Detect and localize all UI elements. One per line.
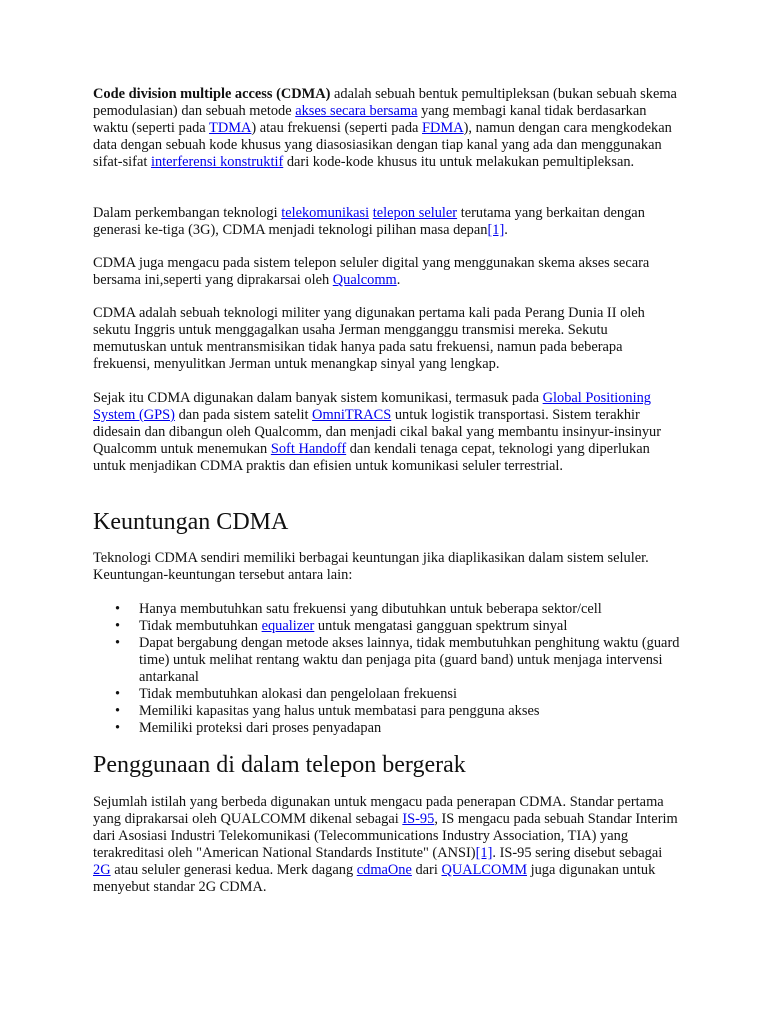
- link-ref-1[interactable]: [1]: [487, 222, 505, 238]
- link-telekomunikasi[interactable]: telekomunikasi: [281, 205, 370, 221]
- list-item: • Tidak membutuhkan equalizer untuk mengatasi gangguan spektrum sinyal: [93, 618, 683, 635]
- link-telepon-seluler[interactable]: telepon seluler: [372, 205, 458, 221]
- link-equalizer[interactable]: equalizer: [261, 618, 315, 634]
- heading-penggunaan: Penggunaan di dalam telepon bergerak: [93, 752, 466, 778]
- link-akses-secara-bersama[interactable]: akses secara bersama: [295, 103, 418, 119]
- link-omnitracs[interactable]: OmniTRACS: [312, 407, 392, 423]
- link-interferensi-konstruktif[interactable]: interferensi konstruktif: [150, 154, 284, 170]
- paragraph-applications: Sejak itu CDMA digunakan dalam banyak sistem komunikasi, termasuk pada Global Positioning System (GPS) dan pada sistem satelit OmniTRACS untuk logistik transportasi. Sistem terakhir didesain dan dibangun oleh Qualcomm, dan menjadi cikal bakal yang membantu insinyur-insinyur Qualcomm untuk menemukan Soft Handoff dan kendali tenaga cepat, teknologi yang diperlukan untuk menjadikan CDMA praktis dan efisien untuk komunikasi seluler terrestrial.: [93, 390, 662, 474]
- paragraph-penggunaan: Sejumlah istilah yang berbeda digunakan untuk mengacu pada penerapan CDMA. Standar pertama yang diprakarsai oleh QUALCOMM dikenal sebagai IS-95, IS mengacu pada sebuah Standar Interim dari Asosiasi Industri Telekomunikasi (Telecommunications Industry Association, TIA) yang terakreditasi oleh "American National Standards Institute" (ANSI)[1]. IS-95 sering disebut sebagai 2G atau seluler generasi kedua. Merk dagang cdmaOne dari QUALCOMM juga digunakan untuk menyebut standar 2G CDMA.: [93, 794, 678, 895]
- link-is-95[interactable]: IS-95: [402, 811, 435, 827]
- link-qualcomm[interactable]: Qualcomm: [332, 272, 397, 288]
- heading-keuntungan-cdma: Keuntungan CDMA: [93, 509, 289, 535]
- link-tdma[interactable]: TDMA: [209, 120, 252, 136]
- link-gps[interactable]: Global Positioning System (GPS): [93, 390, 651, 423]
- paragraph-telekomunikasi: Dalam perkembangan teknologi telekomunikasi telepon seluler terutama yang berkaitan dengan generasi ke-tiga (3G), CDMA menjadi teknologi pilihan masa depan[1].: [93, 205, 645, 238]
- list-item: • Hanya membutuhkan satu frekuensi yang dibutuhkan untuk beberapa sektor/cell: [93, 601, 683, 618]
- paragraph-qualcomm: CDMA juga mengacu pada sistem telepon seluler digital yang menggunakan skema akses secara bersama ini,seperti yang diprakarsai oleh Qualcomm.: [93, 255, 650, 288]
- advantages-list: [93, 601, 683, 737]
- link-ref-1[interactable]: [1]: [475, 845, 493, 861]
- paragraph-cdma-definition: Code division multiple access (CDMA) adalah sebuah bentuk pemultipleksan (bukan sebuah skema pemodulasian) dan sebuah metode akses secara bersama yang membagi kanal tidak berdasarkan waktu (seperti pada TDMA) atau frekuensi (seperti pada FDMA), namun dengan cara mengkodekan data dengan sebuah kode khusus yang diasosiasikan dengan tiap kanal yang ada dan menggunakan sifat-sifat interferensi konstruktif dari kode-kode khusus itu untuk melakukan pemultipleksan.: [93, 86, 677, 170]
- link-soft-handoff[interactable]: Soft Handoff: [270, 441, 347, 457]
- cdma-term: Code division multiple access (CDMA): [93, 86, 331, 102]
- list-item: • Tidak membutuhkan alokasi dan pengelolaan frekuensi: [93, 686, 683, 703]
- list-item: • Memiliki kapasitas yang halus untuk membatasi para pengguna akses: [93, 703, 683, 720]
- paragraph-history: CDMA adalah sebuah teknologi militer yang digunakan pertama kali pada Perang Dunia II oleh sekutu Inggris untuk menggagalkan usaha Jerman mengganggu transmisi mereka. Sekutu memutuskan untuk mentransmisikan tidak hanya pada satu frekuensi, namun pada beberapa frekuensi, menyulitkan Jerman untuk menangkap sinyal yang lengkap.: [93, 305, 645, 372]
- link-2g[interactable]: 2G: [93, 862, 111, 878]
- link-cdmaone[interactable]: cdmaOne: [356, 862, 412, 878]
- link-fdma[interactable]: FDMA: [422, 120, 464, 136]
- link-qualcomm-2[interactable]: QUALCOMM: [441, 862, 528, 878]
- paragraph-keuntungan-intro: Teknologi CDMA sendiri memiliki berbagai keuntungan jika diaplikasikan dalam sistem seluler. Keuntungan-keuntungan tersebut antara lain:: [93, 550, 649, 583]
- list-item: • Dapat bergabung dengan metode akses lainnya, tidak membutuhkan penghitung waktu (guard time) untuk melihat rentang waktu dan penjaga pita (guard band) untuk menjaga intervensi antarkanal: [93, 635, 683, 686]
- list-item: • Memiliki proteksi dari proses penyadapan: [93, 720, 683, 737]
